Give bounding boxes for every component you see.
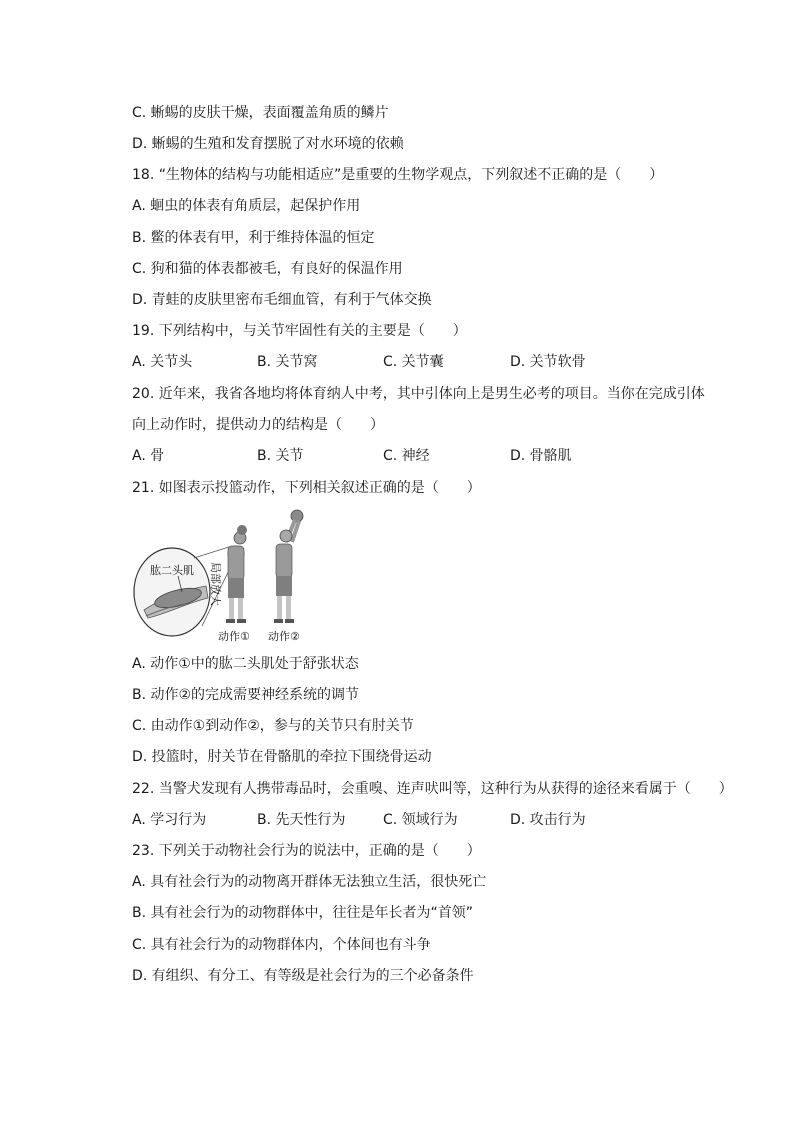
q20-option-d: D. 骨骼肌 — [510, 448, 572, 464]
q21-option-c: C. 由动作①到动作②，参与的关节只有肘关节 — [132, 718, 414, 734]
q22-option-b: B. 先天性行为 — [257, 812, 346, 828]
action-2-caption: 动作② — [268, 630, 300, 643]
basketball-shot-figure — [132, 506, 322, 646]
q22-option-c: C. 领域行为 — [383, 812, 458, 828]
question-22: 22. 当警犬发现有人携带毒品时，会重嗅、连声吠叫等，这种行为从获得的途径来看属于（ ） — [132, 781, 733, 797]
basketball-shot-illustration — [132, 506, 322, 646]
q21-option-d: D. 投篮时，肘关节在骨骼肌的牵拉下围绕骨运动 — [132, 749, 432, 765]
q20-option-c: C. 神经 — [383, 448, 430, 464]
question-21: 21. 如图表示投篮动作，下列相关叙述正确的是（ ） — [132, 480, 481, 496]
question-23: 23. 下列关于动物社会行为的说法中，正确的是（ ） — [132, 843, 481, 859]
q21-option-b: B. 动作②的完成需要神经系统的调节 — [132, 687, 360, 703]
q18-option-c: C. 狗和猫的体表都被毛，有良好的保温作用 — [132, 261, 403, 277]
q20-option-b: B. 关节 — [257, 448, 304, 464]
q19-option-d: D. 关节软骨 — [510, 354, 586, 370]
question-19: 19. 下列结构中，与关节牢固性有关的主要是（ ） — [132, 323, 467, 339]
q19-option-b: B. 关节窝 — [257, 354, 318, 370]
q18-option-a: A. 蛔虫的体表有角质层，起保护作用 — [132, 198, 361, 214]
q23-option-a: A. 具有社会行为的动物离开群体无法独立生活，很快死亡 — [132, 874, 487, 890]
q22-option-a: A. 学习行为 — [132, 812, 207, 828]
question-18: 18. “生物体的结构与功能相适应”是重要的生物学观点，下列叙述不正确的是（ ） — [132, 167, 664, 183]
q17-option-d: D. 蜥蜴的生殖和发育摆脱了对水环境的依赖 — [132, 136, 404, 152]
q19-option-c: C. 关节囊 — [383, 354, 444, 370]
q19-option-a: A. 关节头 — [132, 354, 193, 370]
q22-option-d: D. 攻击行为 — [510, 812, 586, 828]
q17-option-c: C. 蜥蜴的皮肤干燥，表面覆盖角质的鳞片 — [132, 105, 389, 121]
action-1-caption: 动作① — [218, 630, 250, 643]
q23-option-b: B. 具有社会行为的动物群体中，往往是年长者为“首领” — [132, 905, 474, 921]
q23-option-d: D. 有组织、有分工、有等级是社会行为的三个必备条件 — [132, 968, 474, 984]
question-20-line1: 20. 近年来，我省各地均将体育纳人中考，其中引体向上是男生必考的项目。当你在完成引体 — [132, 386, 705, 402]
q21-option-a: A. 动作①中的肱二头肌处于舒张状态 — [132, 656, 359, 672]
zoom-label: 局部放大 — [209, 562, 222, 606]
q23-option-c: C. 具有社会行为的动物群体内，个体间也有斗争 — [132, 937, 431, 953]
q18-option-d: D. 青蛙的皮肤里密布毛细血管，有利于气体交换 — [132, 292, 432, 308]
question-20-line2: 向上动作时，提供动力的结构是（ ） — [132, 417, 384, 433]
q18-option-b: B. 鳖的体表有甲，利于维持体温的恒定 — [132, 230, 375, 246]
muscle-label: 肱二头肌 — [150, 564, 194, 577]
q20-option-a: A. 骨 — [132, 448, 165, 464]
